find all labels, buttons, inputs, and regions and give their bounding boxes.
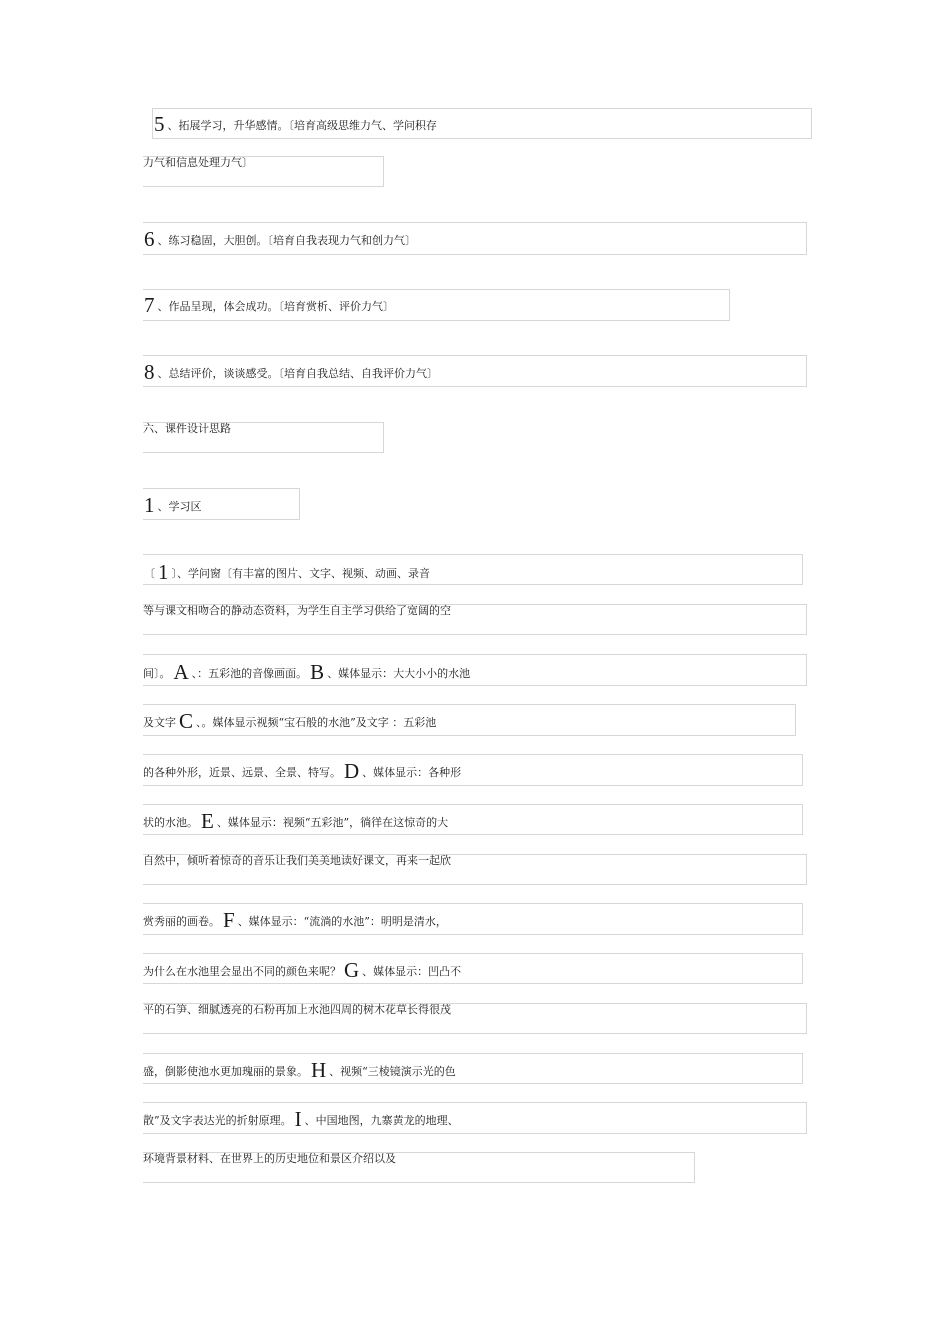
paragraph-line: 平的石笋、细腻透亮的石粉再加上水池四周的树木花草长得很茂 [143,1003,451,1016]
letter-marker: F [223,908,235,932]
letter-marker: H [311,1058,327,1082]
item-1-number: 1 [144,493,155,517]
paragraph-line: 环境背景材料、在世界上的历史地位和景区介绍以及 [143,1152,396,1165]
text-run: 散”及文字表达光的折射原理。 [143,1114,292,1127]
section-6 [144,229,416,250]
section-5-continuation: 力气和信息处理力气〕 [143,156,253,169]
paragraph-line [143,711,436,732]
letter-marker: G [344,958,360,982]
sub-item-1 [144,562,430,583]
paragraph-line [143,910,447,931]
paragraph-line [143,1060,456,1081]
letter-marker: D [344,759,360,783]
letter-marker: B [310,660,325,684]
section-7-number: 7 [144,293,155,317]
item-1-text: 、学习区 [157,500,202,513]
section-7 [144,295,394,316]
text-run: 、媒体显示：“流淌的水池”：明明是清水， [237,915,447,928]
text-run: 、：五彩池的音像画面。 [191,667,308,680]
paragraph-line [143,662,470,683]
paragraph-line [143,1109,459,1130]
section-8-number: 8 [144,360,155,384]
section-8 [144,362,438,383]
text-run: 、媒体显示：凹凸不 [362,965,462,978]
letter-marker: A [173,660,189,684]
text-run: 状的水池。 [143,816,198,829]
letter-marker: I [294,1107,302,1131]
section-6-number: 6 [144,227,155,251]
text-run: 的各种外形，近景、远景、全景、特写。 [143,766,341,779]
text-run: 、媒体显示：大大小小的水池 [327,667,471,680]
text-run: 、媒体显示：视频“五彩池”，徜徉在这惊奇的大 [216,816,449,829]
item-1 [144,495,202,516]
section-7-text: 、作品呈现，体会成功。〔培育赏析、评价力气〕 [157,300,394,313]
paragraph-line: 等与课文相吻合的静动态资料，为学生自主学习供给了宽阔的空 [143,604,451,617]
letter-marker: C [179,709,194,733]
sub-item-1-number: 1 [158,560,169,584]
section-5-text: 、拓展学习，升华感情。〔培育高级思维力气、学问积存 [167,119,437,132]
paragraph-line [143,811,448,832]
sub-item-1-text: 〕、学问窗〔有丰富的图片、文字、视频、动画、录音 [171,567,430,580]
section-5 [154,114,437,135]
paragraph-line: 自然中，倾听着惊奇的音乐让我们美美地读好课文，再来一起欣 [143,854,451,867]
text-run: 及文字 [143,716,176,729]
paragraph-line [143,960,461,981]
section-8-text: 、总结评价，谈谈感受。〔培育自我总结、自我评价力气〕 [157,367,438,380]
text-run: 为什么在水池里会显出不同的颜色来呢？ [143,965,341,978]
text-run: 、中国地图，九寨黄龙的地理、 [304,1114,459,1127]
section-5-number: 5 [154,112,165,136]
text-run: 、视频“三棱镜演示光的色 [329,1065,456,1078]
heading-six: 六、课件设计思路 [143,422,231,435]
text-run: 、。媒体显示视频“宝石般的水池”及文字 ：五彩池 [196,716,437,729]
text-run: 盛，倒影使池水更加瑰丽的景象。 [143,1065,308,1078]
sub-item-1-prefix: 〔 [144,567,155,580]
section-6-text: 、练习稳固，大胆创。〔培育自我表现力气和创力气〕 [157,234,416,247]
text-run: 间〕。 [143,667,171,680]
text-run: 、媒体显示：各种形 [362,766,462,779]
text-run: 赏秀丽的画卷。 [143,915,220,928]
letter-marker: E [201,809,214,833]
paragraph-line [143,761,461,782]
